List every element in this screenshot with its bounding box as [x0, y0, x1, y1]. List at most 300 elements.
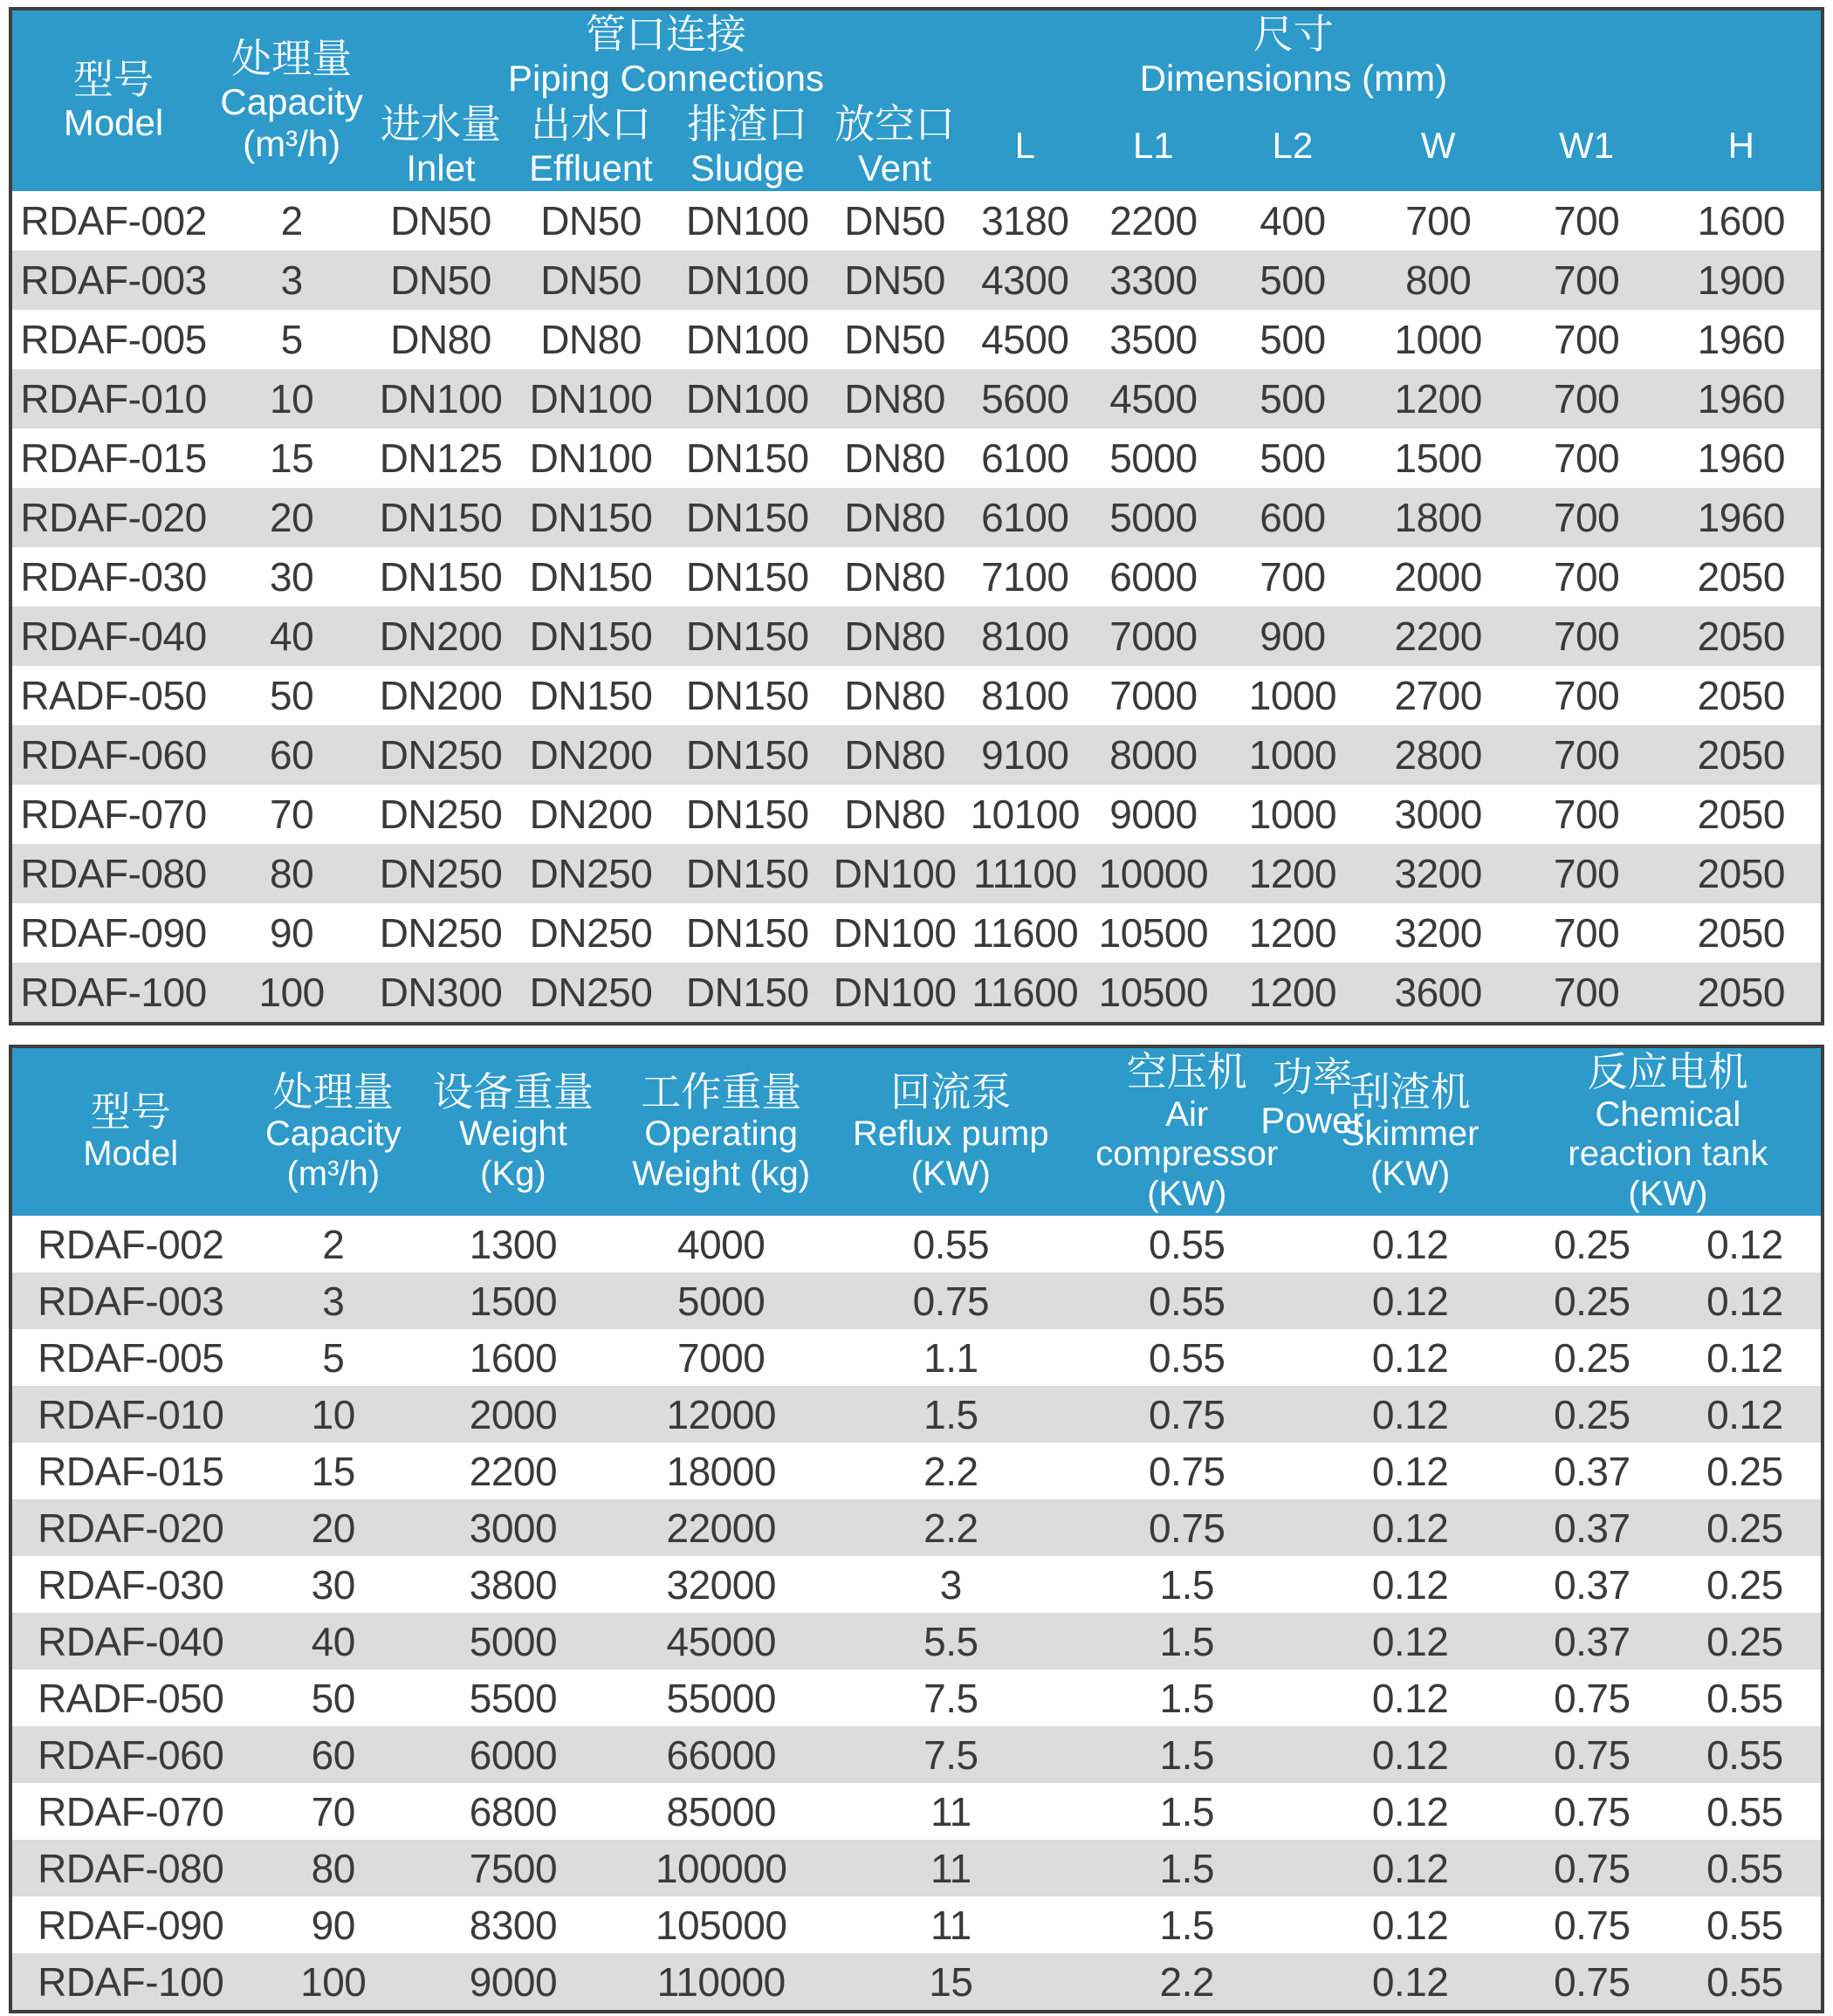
table-cell: 8300	[469, 1902, 558, 1948]
col-header-sludge	[669, 100, 826, 190]
table-cell: DN50	[540, 257, 642, 303]
table-cell: 7100	[981, 553, 1069, 600]
table-cell: DN100	[379, 375, 503, 422]
table-cell: 11600	[971, 909, 1079, 956]
table-cell: RDAF-080	[20, 850, 207, 896]
col-header-sludge-zh: 排渣口	[687, 101, 808, 147]
table-cell: DN50	[844, 197, 945, 243]
col-header-air-compressor-en: Air compressor	[1095, 1094, 1279, 1174]
table-cell: 5500	[469, 1675, 558, 1721]
table-cell: RDAF-090	[38, 1902, 224, 1948]
table-cell: DN150	[529, 613, 653, 659]
table-cell: 0.25	[1706, 1561, 1783, 1608]
table-cell: DN50	[390, 197, 491, 243]
table-row	[12, 1783, 1821, 1840]
table-cell: RDAF-030	[20, 553, 207, 600]
table-cell: DN200	[529, 791, 653, 837]
table-cell: 1.5	[1159, 1618, 1214, 1664]
table-cell: 12000	[666, 1391, 776, 1437]
table-cell: 1600	[469, 1334, 558, 1381]
table-cell: 0.12	[1371, 1334, 1449, 1381]
table-cell: DN150	[685, 435, 809, 481]
table-cell: 700	[1553, 494, 1620, 540]
table-cell: 11100	[972, 850, 1077, 896]
table-cell: 700	[1553, 731, 1620, 778]
table-cell: 1200	[1248, 969, 1337, 1015]
table-cell: RDAF-010	[38, 1391, 224, 1437]
table-cell: 700	[1405, 197, 1472, 243]
table-cell: 50	[311, 1675, 355, 1721]
table-cell: 1000	[1248, 672, 1337, 718]
col-header-capacity	[249, 1048, 417, 1216]
table-cell: DN50	[540, 197, 642, 243]
table-cell: RADF-050	[38, 1675, 224, 1721]
table-cell: 0.55	[912, 1221, 990, 1267]
table-cell: RDAF-020	[38, 1505, 224, 1551]
col-header-reflux-pump-zh: 回流泵	[890, 1068, 1012, 1114]
table-cell: RDAF-005	[20, 316, 207, 362]
table-cell: 700	[1553, 553, 1620, 600]
table-cell: 6800	[469, 1788, 558, 1834]
table-cell: 5000	[469, 1618, 558, 1664]
table-cell: 2050	[1697, 969, 1785, 1015]
table-cell: 500	[1260, 435, 1326, 481]
col-header-capacity-unit: (m³/h)	[286, 1154, 381, 1193]
table-cell: 1500	[1394, 435, 1482, 481]
col-header-reflux-pump-unit: (KW)	[910, 1154, 991, 1193]
table-cell: DN250	[529, 909, 653, 956]
table-row	[12, 1216, 1821, 1272]
table-cell: 1500	[469, 1278, 558, 1324]
table-cell: 1000	[1248, 731, 1337, 778]
table-cell: 0.75	[1554, 1788, 1630, 1834]
col-header-reflux-pump	[834, 1048, 1068, 1216]
power-table	[12, 1048, 1821, 2010]
table-cell: 0.25	[1554, 1334, 1630, 1381]
table-cell: 9000	[469, 1958, 558, 2005]
table-cell: 1.5	[1159, 1561, 1214, 1608]
col-header-vent-zh: 放空口	[834, 101, 956, 147]
table-cell: 700	[1553, 672, 1620, 718]
table-cell: 1960	[1697, 375, 1785, 422]
table-cell: DN150	[685, 672, 809, 718]
table-cell: 30	[270, 553, 314, 600]
table-cell: 5000	[1109, 494, 1198, 540]
table-cell: 0.12	[1371, 1391, 1449, 1437]
col-header-effluent	[513, 100, 669, 190]
col-header-air-compressor-zh: 空压机	[1126, 1049, 1247, 1094]
col-header-model-zh: 型号	[90, 1088, 171, 1135]
dimensions-table	[12, 10, 1821, 1022]
table-cell: 60	[311, 1731, 355, 1778]
table-cell: 70	[311, 1788, 355, 1834]
table-cell: DN80	[844, 435, 945, 481]
table-row	[12, 1329, 1821, 1386]
table-cell: DN100	[685, 257, 809, 303]
group-header-piping-zh: 管口连接	[586, 11, 746, 57]
table-cell: 2050	[1697, 791, 1785, 837]
table-cell: 3	[939, 1561, 962, 1608]
table-cell: 7000	[1109, 672, 1198, 718]
table-cell: 10	[311, 1391, 355, 1437]
table-cell: RDAF-040	[38, 1618, 224, 1664]
table-cell: 1960	[1697, 494, 1785, 540]
col-header-capacity-zh: 处理量	[272, 1068, 394, 1114]
table-row	[12, 1953, 1821, 2010]
table-cell: 18000	[666, 1448, 776, 1494]
table-cell: 700	[1553, 375, 1620, 422]
table-cell: 1960	[1697, 316, 1785, 362]
table-cell: 4500	[981, 316, 1069, 362]
col-header-effluent-en: Effluent	[529, 147, 653, 189]
table-cell: 0.75	[1148, 1448, 1225, 1494]
table-cell: 0.75	[1554, 1731, 1630, 1778]
table-cell: DN250	[379, 731, 503, 778]
col-header-capacity-en: Capacity	[264, 1114, 402, 1154]
table-cell: RDAF-100	[38, 1958, 224, 2005]
table-row	[12, 1386, 1821, 1443]
table-cell: 0.25	[1706, 1618, 1783, 1664]
table-cell: 2	[322, 1221, 345, 1267]
table-cell: 3600	[1394, 969, 1482, 1015]
table-cell: DN125	[379, 435, 503, 481]
col-header-weight	[417, 1048, 609, 1216]
table-cell: 0.25	[1554, 1278, 1630, 1324]
table-row	[12, 250, 1821, 310]
table-cell: 2050	[1697, 613, 1785, 659]
col-header-chemical-reaction-tank-zh: 反应电机	[1587, 1049, 1748, 1094]
table-cell: 0.25	[1554, 1221, 1630, 1267]
table-cell: RDAF-090	[20, 909, 207, 956]
table-cell: DN150	[529, 553, 653, 600]
col-header-model	[12, 1048, 249, 1216]
table-cell: 1300	[469, 1221, 558, 1267]
table-cell: 700	[1553, 257, 1620, 303]
table-cell: 2.2	[923, 1505, 978, 1551]
table-cell: RDAF-003	[20, 257, 207, 303]
table-cell: RDAF-060	[38, 1731, 224, 1778]
table-cell: 45000	[666, 1618, 776, 1664]
table-cell: 0.12	[1371, 1618, 1449, 1664]
table-cell: DN100	[685, 375, 809, 422]
table-cell: 110000	[656, 1958, 786, 2005]
table-cell: 3000	[469, 1505, 558, 1551]
table-cell: 100	[258, 969, 325, 1015]
table-cell: DN150	[685, 494, 809, 540]
table-cell: 1000	[1394, 316, 1482, 362]
table-cell: DN150	[685, 909, 809, 956]
table-cell: 32000	[666, 1561, 776, 1608]
table-cell: 1.5	[1159, 1788, 1214, 1834]
table-cell: 10500	[1098, 909, 1209, 956]
table-cell: 6000	[1109, 553, 1198, 600]
dimensions-table-body	[12, 191, 1821, 1022]
table-cell: 700	[1553, 909, 1620, 956]
table-cell: 0.25	[1706, 1505, 1783, 1551]
table-cell: DN100	[833, 850, 957, 896]
table-row	[12, 1670, 1821, 1726]
table-cell: 2000	[1394, 553, 1482, 600]
power-table-header	[12, 1048, 1821, 1216]
table-cell: 15	[311, 1448, 355, 1494]
table-cell: 700	[1553, 791, 1620, 837]
col-header-weight-en: Weight	[459, 1114, 567, 1154]
table-cell: 800	[1405, 257, 1472, 303]
table-cell: 700	[1553, 435, 1620, 481]
table-cell: DN250	[379, 909, 503, 956]
table-cell: RDAF-100	[20, 969, 207, 1015]
col-header-weight-unit: (Kg)	[480, 1154, 546, 1193]
col-header-operating-weight-en: Operating	[644, 1114, 799, 1154]
col-header-weight-zh: 设备重量	[432, 1068, 594, 1114]
table-cell: 0.12	[1371, 1221, 1449, 1267]
col-header-W: W	[1365, 100, 1512, 190]
table-cell: DN300	[379, 969, 503, 1015]
table-cell: RDAF-005	[38, 1334, 224, 1381]
table-cell: 2	[280, 197, 303, 243]
table-cell: DN80	[844, 494, 945, 540]
group-header-dimensions-zh: 尺寸	[1253, 11, 1334, 57]
table-row	[12, 1613, 1821, 1670]
table-cell: 8100	[981, 613, 1069, 659]
table-cell: 400	[1260, 197, 1326, 243]
table-cell: 700	[1553, 316, 1620, 362]
table-cell: 3180	[981, 197, 1069, 243]
table-row	[12, 488, 1821, 547]
table-cell: 3800	[469, 1561, 558, 1608]
table-cell: DN150	[379, 553, 503, 600]
table-cell: 80	[311, 1845, 355, 1891]
table-cell: DN150	[529, 672, 653, 718]
table-cell: 0.55	[1706, 1958, 1783, 2005]
table-cell: 80	[270, 850, 314, 896]
table-cell: 5	[322, 1334, 345, 1381]
table-cell: 3000	[1394, 791, 1482, 837]
table-cell: DN80	[844, 613, 945, 659]
col-header-L2: L2	[1220, 100, 1365, 190]
table-cell: 500	[1260, 375, 1326, 422]
table-cell: 100	[300, 1958, 367, 2005]
table-cell: 4500	[1109, 375, 1198, 422]
table-cell: 0.25	[1554, 1391, 1630, 1437]
col-header-chemical-reaction-tank-unit: (KW)	[1628, 1174, 1708, 1213]
table-cell: 5600	[981, 375, 1069, 422]
table-cell: 0.12	[1371, 1958, 1449, 2005]
table-cell: 1200	[1248, 909, 1337, 956]
table-cell: 1800	[1394, 494, 1482, 540]
table-cell: 0.37	[1554, 1505, 1630, 1551]
table-cell: 0.12	[1371, 1845, 1449, 1891]
table-cell: 8000	[1109, 731, 1198, 778]
table-cell: 0.75	[1554, 1902, 1630, 1948]
table-cell: 85000	[666, 1788, 776, 1834]
table-cell: 1.5	[1159, 1845, 1214, 1891]
table-cell: 3500	[1109, 316, 1198, 362]
table-cell: DN250	[379, 850, 503, 896]
table-cell: DN100	[529, 435, 653, 481]
col-header-reflux-pump-en: Reflux pump	[853, 1114, 1049, 1154]
table-cell: 6100	[981, 435, 1069, 481]
table-cell: 2200	[1109, 197, 1198, 243]
table-cell: DN150	[685, 731, 809, 778]
table-cell: 66000	[666, 1731, 776, 1778]
table-cell: 10500	[1098, 969, 1209, 1015]
table-cell: 0.55	[1148, 1334, 1225, 1381]
table-cell: RDAF-060	[20, 731, 207, 778]
group-header-power-zh: 功率	[1272, 1054, 1353, 1100]
table-cell: 2700	[1394, 672, 1482, 718]
table-row	[12, 547, 1821, 607]
table-cell: DN100	[529, 375, 653, 422]
table-cell: RDAF-015	[20, 435, 207, 481]
table-cell: 500	[1260, 257, 1326, 303]
table-cell: DN100	[685, 316, 809, 362]
group-header-power	[1260, 1055, 1364, 1141]
table-row	[12, 1896, 1821, 1953]
table-cell: DN200	[379, 613, 503, 659]
table-cell: 5	[280, 316, 303, 362]
table-row	[12, 844, 1821, 903]
table-cell: 0.75	[1148, 1391, 1225, 1437]
table-cell: DN80	[844, 731, 945, 778]
col-header-capacity-en: Capacity	[220, 81, 363, 123]
col-header-inlet	[368, 100, 513, 190]
table-cell: 7.5	[923, 1675, 978, 1721]
table-cell: 3300	[1109, 257, 1198, 303]
col-header-sludge-en: Sludge	[690, 147, 805, 189]
table-cell: 2200	[469, 1448, 558, 1494]
table-cell: 11600	[971, 969, 1079, 1015]
table-cell: RDAF-080	[38, 1845, 224, 1891]
table-cell: 40	[270, 613, 314, 659]
table-cell: 0.75	[1554, 1845, 1630, 1891]
table-cell: 7500	[469, 1845, 558, 1891]
table-row	[12, 1272, 1821, 1329]
table-cell: 0.75	[1554, 1675, 1630, 1721]
table-cell: 2.2	[923, 1448, 978, 1494]
table-row	[12, 310, 1821, 369]
table-cell: 0.12	[1706, 1391, 1783, 1437]
table-row	[12, 191, 1821, 250]
table-cell: DN200	[379, 672, 503, 718]
power-table-body	[12, 1216, 1821, 2010]
table-cell: DN100	[833, 909, 957, 956]
table-cell: 10000	[1098, 850, 1209, 896]
table-row	[12, 963, 1821, 1022]
table-cell: DN50	[844, 316, 945, 362]
table-cell: 5.5	[923, 1618, 978, 1664]
table-cell: 3	[280, 257, 303, 303]
col-header-air-compressor-unit: (KW)	[1147, 1174, 1227, 1213]
table-cell: DN50	[390, 257, 491, 303]
table-row	[12, 1840, 1821, 1896]
col-header-model-en: Model	[83, 1135, 179, 1174]
table-cell: DN100	[833, 969, 957, 1015]
table-cell: 105000	[655, 1902, 787, 1948]
table-cell: 2800	[1394, 731, 1482, 778]
table-cell: 60	[270, 731, 314, 778]
col-header-W1: W1	[1512, 100, 1662, 190]
col-header-L: L	[964, 100, 1087, 190]
table-cell: 0.12	[1371, 1278, 1449, 1324]
table-cell: 6000	[469, 1731, 558, 1778]
table-cell: 11	[930, 1845, 971, 1891]
table-cell: 50	[270, 672, 314, 718]
table-cell: 90	[270, 909, 314, 956]
col-header-model-en: Model	[63, 102, 164, 144]
table-cell: 100000	[655, 1845, 787, 1891]
table-cell: 22000	[666, 1505, 776, 1551]
table-cell: 0.12	[1371, 1788, 1449, 1834]
col-header-operating-weight	[609, 1048, 834, 1216]
table-cell: 11	[930, 1788, 971, 1834]
dimensions-table-header	[12, 10, 1821, 191]
table-cell: RDAF-030	[38, 1561, 224, 1608]
table-cell: DN80	[540, 316, 642, 362]
table-cell: 2050	[1697, 731, 1785, 778]
group-header-piping	[368, 10, 964, 100]
table-cell: 2050	[1697, 909, 1785, 956]
table-cell: 0.37	[1554, 1561, 1630, 1608]
col-header-L1: L1	[1087, 100, 1220, 190]
table-cell: 0.37	[1554, 1618, 1630, 1664]
table-cell: DN100	[685, 197, 809, 243]
table-cell: RDAF-015	[38, 1448, 224, 1494]
col-header-effluent-zh: 出水口	[531, 101, 652, 147]
col-header-vent	[826, 100, 963, 190]
table-cell: 1900	[1697, 257, 1785, 303]
table-cell: 1.5	[1159, 1902, 1214, 1948]
table-cell: 600	[1260, 494, 1326, 540]
table-row	[12, 666, 1821, 725]
group-header-power-en: Power	[1260, 1099, 1365, 1141]
table-cell: 2000	[469, 1391, 558, 1437]
col-header-capacity	[215, 10, 368, 191]
table-cell: DN250	[529, 969, 653, 1015]
table-cell: 0.12	[1706, 1334, 1783, 1381]
table-cell: 0.25	[1706, 1448, 1783, 1494]
group-header-dimensions	[964, 10, 1821, 100]
table-cell: 0.55	[1706, 1845, 1783, 1891]
table-cell: 2.2	[1159, 1958, 1214, 2005]
table-cell: 1960	[1697, 435, 1785, 481]
col-header-capacity-unit: (m³/h)	[243, 123, 341, 165]
table-cell: 0.12	[1706, 1221, 1783, 1267]
table-cell: RDAF-070	[20, 791, 207, 837]
table-cell: RADF-050	[20, 672, 207, 718]
col-header-inlet-en: Inlet	[406, 147, 476, 189]
table-cell: 1.5	[1159, 1731, 1214, 1778]
table-cell: 40	[311, 1618, 355, 1664]
table-cell: 1200	[1394, 375, 1482, 422]
table-cell: 1600	[1697, 197, 1785, 243]
table-cell: 3200	[1394, 850, 1482, 896]
table-cell: 1.1	[923, 1334, 978, 1381]
table-cell: 4000	[677, 1221, 765, 1267]
table-cell: 0.75	[1554, 1958, 1630, 2005]
table-cell: 1.5	[923, 1391, 978, 1437]
table-cell: 30	[311, 1561, 355, 1608]
table-cell: 0.55	[1706, 1731, 1783, 1778]
col-header-operating-weight-unit: Weight (kg)	[632, 1154, 811, 1193]
table-row	[12, 1556, 1821, 1613]
table-cell: DN150	[685, 850, 809, 896]
table-cell: 1200	[1248, 850, 1337, 896]
table-cell: 2050	[1697, 850, 1785, 896]
table-row	[12, 785, 1821, 844]
table-cell: 0.12	[1371, 1731, 1449, 1778]
table-header-row	[12, 1048, 1821, 1216]
